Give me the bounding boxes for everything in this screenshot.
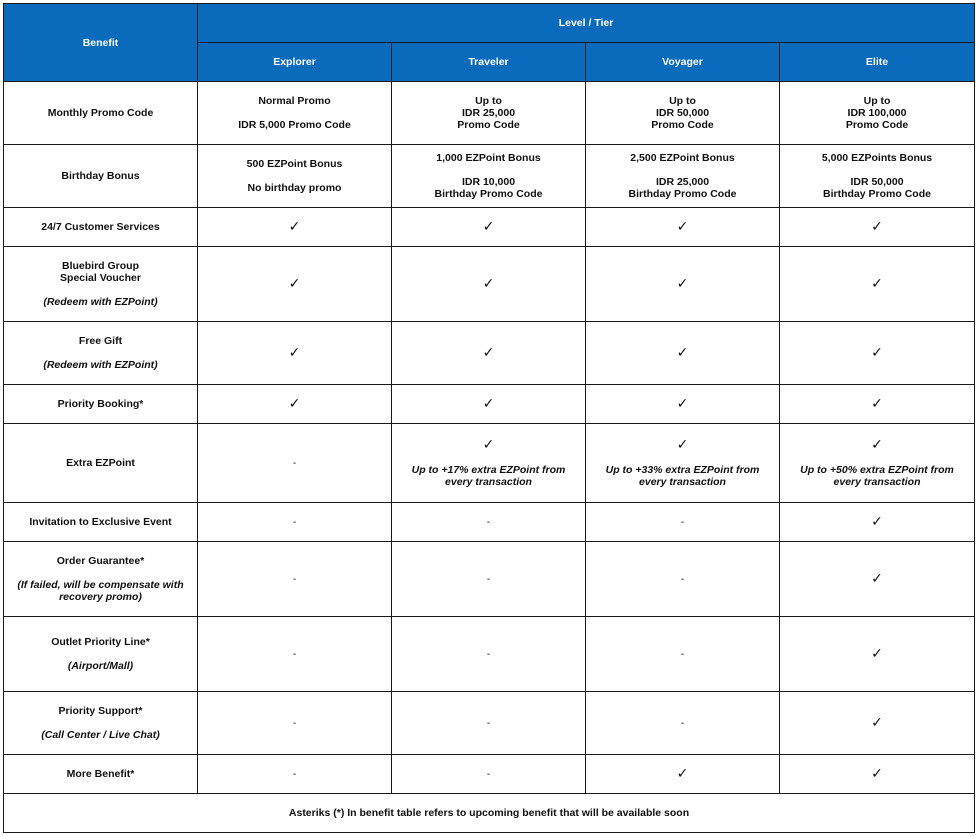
check-icon: ✓ <box>676 437 689 453</box>
cell-explorer-more-benefit <box>198 755 392 794</box>
cell-explorer-free-gift <box>198 322 392 385</box>
cell-explorer-invitation <box>198 503 392 542</box>
check-icon: ✓ <box>482 437 495 453</box>
cell-explorer-outlet-priority <box>198 617 392 692</box>
cell-elite-free-gift <box>780 322 975 385</box>
dash-mark: - <box>486 573 491 585</box>
row-label-extra-ezpoint: Extra EZPoint <box>4 424 198 503</box>
row-label-priority-booking: Priority Booking* <box>4 385 198 424</box>
header-tier-elite: Elite <box>780 43 975 82</box>
check-icon: ✓ <box>288 396 301 412</box>
header-level-tier: Level / Tier <box>198 4 975 43</box>
row-label-free-gift: Free Gift (Redeem with EZPoint) <box>4 322 198 385</box>
cell-elite-outlet-priority <box>780 617 975 692</box>
check-icon: ✓ <box>676 219 689 235</box>
header-benefit: Benefit <box>4 4 198 82</box>
cell-voyager-invitation <box>586 503 780 542</box>
check-icon: ✓ <box>871 276 883 292</box>
check-icon: ✓ <box>871 514 883 530</box>
check-icon: ✓ <box>288 276 301 292</box>
cell-voyager-priority-booking <box>586 385 780 424</box>
check-icon: ✓ <box>676 345 689 361</box>
cell-voyager-extra-ezpoint: ✓ Up to +33% extra EZPoint from every transaction <box>586 424 780 503</box>
check-icon: ✓ <box>482 276 495 292</box>
cell-voyager-order-guarantee <box>586 542 780 617</box>
cell-traveler-free-gift <box>392 322 586 385</box>
row-label-customer-service: 24/7 Customer Services <box>4 208 198 247</box>
cell-traveler-priority-booking <box>392 385 586 424</box>
check-icon: ✓ <box>871 345 883 361</box>
row-label-invitation: Invitation to Exclusive Event <box>4 503 198 542</box>
dash-mark: - <box>292 457 297 469</box>
cell-elite-invitation <box>780 503 975 542</box>
cell-explorer-priority-support <box>198 692 392 755</box>
cell-elite-priority-booking <box>780 385 975 424</box>
dash-mark: - <box>292 768 297 780</box>
benefit-table <box>3 3 975 833</box>
table-row <box>4 503 975 542</box>
dash-mark: - <box>292 717 297 729</box>
cell-traveler-priority-support <box>392 692 586 755</box>
header-tier-voyager: Voyager <box>586 43 780 82</box>
dash-mark: - <box>486 516 491 528</box>
cell-voyager-free-gift <box>586 322 780 385</box>
check-icon: ✓ <box>482 396 495 412</box>
footer-note: Asteriks (*) In benefit table refers to upcoming benefit that will be available soon <box>4 794 975 833</box>
check-icon: ✓ <box>871 219 883 235</box>
cell-elite-bluebird <box>780 247 975 322</box>
cell-traveler-birthday: 1,000 EZPoint Bonus IDR 10,000 Birthday Promo Code <box>392 145 586 208</box>
check-icon: ✓ <box>871 437 883 453</box>
cell-traveler-monthly-promo: Up to IDR 25,000 Promo Code <box>392 82 586 145</box>
cell-traveler-extra-ezpoint: ✓ Up to +17% extra EZPoint from every transaction <box>392 424 586 503</box>
dash-mark: - <box>486 648 491 660</box>
check-icon: ✓ <box>871 396 883 412</box>
cell-elite-extra-ezpoint: ✓ Up to +50% extra EZPoint from every transaction <box>780 424 975 503</box>
cell-voyager-bluebird <box>586 247 780 322</box>
dash-mark: - <box>486 768 491 780</box>
dash-mark: - <box>680 648 685 660</box>
cell-elite-priority-support <box>780 692 975 755</box>
check-icon: ✓ <box>871 646 883 662</box>
row-label-monthly-promo: Monthly Promo Code <box>4 82 198 145</box>
dash-mark: - <box>680 717 685 729</box>
check-icon: ✓ <box>676 396 689 412</box>
row-label-birthday: Birthday Bonus <box>4 145 198 208</box>
row-label-priority-support: Priority Support* (Call Center / Live Chat) <box>4 692 198 755</box>
dash-mark: - <box>680 573 685 585</box>
table-footer-row <box>4 794 975 833</box>
table-row <box>4 82 975 145</box>
cell-explorer-priority-booking <box>198 385 392 424</box>
table-row <box>4 692 975 755</box>
check-icon: ✓ <box>482 345 495 361</box>
row-label-outlet-priority: Outlet Priority Line* (Airport/Mall) <box>4 617 198 692</box>
cell-explorer-customer-service <box>198 208 392 247</box>
check-icon: ✓ <box>288 219 301 235</box>
dash-mark: - <box>292 573 297 585</box>
row-label-bluebird: Bluebird Group Special Voucher (Redeem with EZPoint) <box>4 247 198 322</box>
cell-voyager-customer-service <box>586 208 780 247</box>
table-row <box>4 542 975 617</box>
cell-elite-order-guarantee <box>780 542 975 617</box>
check-icon: ✓ <box>676 276 689 292</box>
header-tier-traveler: Traveler <box>392 43 586 82</box>
row-label-order-guarantee: Order Guarantee* (If failed, will be compensate with recovery promo) <box>4 542 198 617</box>
cell-traveler-more-benefit <box>392 755 586 794</box>
benefit-table-wrapper <box>3 3 975 833</box>
check-icon: ✓ <box>871 766 883 782</box>
cell-elite-customer-service <box>780 208 975 247</box>
cell-explorer-extra-ezpoint <box>198 424 392 503</box>
cell-elite-more-benefit <box>780 755 975 794</box>
cell-voyager-outlet-priority <box>586 617 780 692</box>
table-row <box>4 385 975 424</box>
header-tier-explorer: Explorer <box>198 43 392 82</box>
dash-mark: - <box>292 516 297 528</box>
dash-mark: - <box>292 648 297 660</box>
cell-elite-monthly-promo: Up to IDR 100,000 Promo Code <box>780 82 975 145</box>
check-icon: ✓ <box>871 715 883 731</box>
cell-explorer-bluebird <box>198 247 392 322</box>
cell-voyager-birthday: 2,500 EZPoint Bonus IDR 25,000 Birthday Promo Code <box>586 145 780 208</box>
cell-explorer-order-guarantee <box>198 542 392 617</box>
table-row <box>4 247 975 322</box>
row-label-more-benefit: More Benefit* <box>4 755 198 794</box>
check-icon: ✓ <box>482 219 495 235</box>
cell-voyager-monthly-promo: Up to IDR 50,000 Promo Code <box>586 82 780 145</box>
table-row <box>4 424 975 503</box>
dash-mark: - <box>486 717 491 729</box>
table-row <box>4 322 975 385</box>
cell-traveler-outlet-priority <box>392 617 586 692</box>
table-row <box>4 145 975 208</box>
cell-voyager-more-benefit <box>586 755 780 794</box>
cell-voyager-priority-support <box>586 692 780 755</box>
cell-traveler-bluebird <box>392 247 586 322</box>
dash-mark: - <box>680 516 685 528</box>
cell-explorer-monthly-promo: Normal Promo IDR 5,000 Promo Code <box>198 82 392 145</box>
check-icon: ✓ <box>871 571 883 587</box>
check-icon: ✓ <box>676 766 689 782</box>
cell-elite-birthday: 5,000 EZPoints Bonus IDR 50,000 Birthday Promo Code <box>780 145 975 208</box>
cell-traveler-invitation <box>392 503 586 542</box>
table-row <box>4 755 975 794</box>
cell-explorer-birthday: 500 EZPoint Bonus No birthday promo <box>198 145 392 208</box>
table-row <box>4 617 975 692</box>
cell-traveler-customer-service <box>392 208 586 247</box>
check-icon: ✓ <box>288 345 301 361</box>
cell-traveler-order-guarantee <box>392 542 586 617</box>
table-row <box>4 208 975 247</box>
